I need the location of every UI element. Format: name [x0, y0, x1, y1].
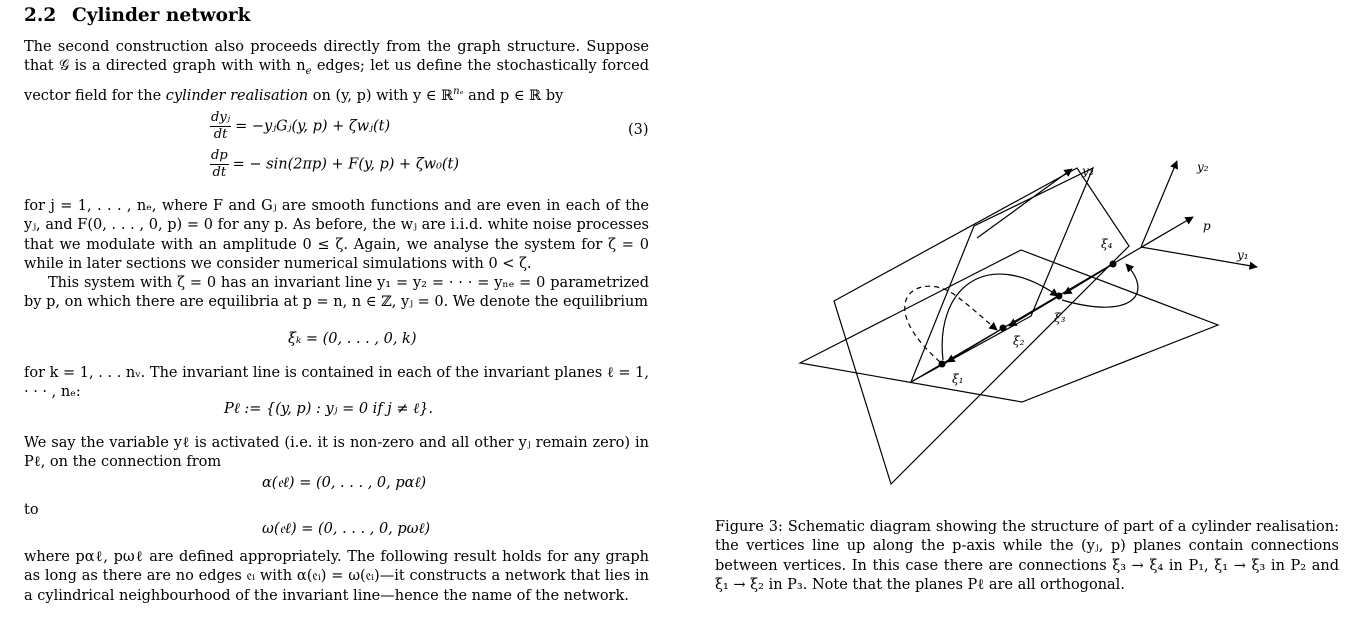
node-xi2 [1000, 325, 1007, 332]
label-y3: y₃ [1082, 164, 1094, 178]
paragraph-after-equation: for j = 1, . . . , nₑ, where F and Gⱼ are smooth functions and are even in each of the yⱼ, and F(0, . . . , 0, p) = 0 for any p. As before, the wⱼ are i.i.d. white noise processes that we modulate with an amplitude 0 ≤ ζ. Again, we analyse the system for ζ = 0 while in later sections we consider numerical simulations with 0 < ζ. [24, 198, 649, 273]
intro-text-2: edges; let us define the stochastically forced vector field for the [24, 58, 650, 104]
figure-schematic [800, 150, 1249, 490]
label-y2: y₂ [1197, 160, 1209, 174]
fraction-numerator: dyⱼ [211, 110, 231, 125]
fraction-numerator: dp [211, 148, 228, 163]
fraction-dp-dt [210, 148, 229, 181]
fraction-denominator: dt [212, 165, 227, 180]
node-xi1 [939, 361, 946, 368]
label-xi2: ξ₂ [1013, 334, 1025, 348]
equation-omega: ω(𝔢ℓ) = (0, . . . , 0, pωℓ) [262, 521, 431, 537]
section-number: 2.2 [24, 5, 57, 26]
intro-text-1: The second construction also proceeds directly from the graph structure. Suppose that 𝒢 is a directed graph with with n [24, 39, 649, 75]
axis-y3 [977, 169, 1072, 238]
connection-xi1-xi3 [942, 274, 1058, 360]
intro-paragraph [24, 38, 649, 106]
paragraph-to: to [24, 502, 39, 518]
paragraph-invariant-line: This system with ζ = 0 has an invariant line y₁ = y₂ = · · · = yₙₑ = 0 parametrized by p, on which there are equilibria at p = n, n ∈ ℤ, yⱼ = 0. We denote the equilibrium [24, 275, 649, 311]
node-xi3 [1056, 293, 1063, 300]
equation-rhs: = − sin(2πp) + F(y, p) + ζw₀(t) [232, 156, 460, 173]
equation-alpha: α(𝔢ℓ) = (0, . . . , 0, pαℓ) [262, 475, 427, 491]
intro-subscript: e [305, 66, 312, 78]
figure-caption: Figure 3: Schematic diagram showing the structure of part of a cylinder realisation: the vertices line up along the p-axis while the (yⱼ, p) planes contain connections between vertices. In this case there are connections ξ₃ → ξ₄ in P₁, ξ₁ → ξ₃ in P₂ and ξ₁ → ξ₂ in P₃. Note that the planes Pℓ are all orthogonal. [715, 519, 1339, 594]
intro-text-3: on (y, p) with y ∈ ℝ [308, 87, 454, 104]
label-xi1: ξ₁ [952, 372, 964, 386]
equation-xi-k: ξₖ = (0, . . . , 0, k) [288, 331, 417, 347]
paragraph-activated: We say the variable yℓ is activated (i.e. it is non-zero and all other yⱼ remain zero) in Pℓ, on the connection from [24, 435, 649, 471]
paragraph-for-k: for k = 1, . . . nᵥ. The invariant line is contained in each of the invariant planes ℓ = 1, · · · , nₑ: [24, 365, 649, 401]
equation-label: (3) [628, 122, 649, 138]
paragraph-where: where pαℓ, pωℓ are defined appropriately. The following result holds for any graph as long as there are no edges 𝔢ᵢ with α(𝔢ᵢ) = ω(𝔢ᵢ)—it constructs a network that lies in a cylindrical neighbourhood of the invariant line—hence the name of the network. [24, 549, 649, 604]
intro-superscript: nₑ [453, 85, 464, 97]
flow-xi2-xi1 [947, 330, 1000, 362]
label-p: p [1203, 219, 1211, 233]
label-xi3: ξ₃ [1054, 311, 1066, 325]
flow-xi3-xi2 [1009, 298, 1056, 326]
intro-emphasis: cylinder realisation [165, 87, 309, 104]
section-heading [24, 6, 250, 25]
section-title: Cylinder network [72, 5, 251, 26]
label-xi4: ξ₄ [1101, 237, 1113, 251]
node-xi4 [1110, 261, 1117, 268]
equation-dp [210, 148, 459, 181]
equation-dy [210, 110, 390, 143]
fraction-dy-dt [210, 110, 231, 143]
label-y1: y₁ [1237, 248, 1249, 262]
equation-rhs: = −yⱼGⱼ(y, p) + ζwⱼ(t) [235, 118, 391, 135]
equation-plane: Pℓ := {(y, p) : yⱼ = 0 if j ≠ ℓ}. [224, 401, 434, 417]
plane-tilted-left [834, 168, 1129, 484]
axis-y2 [1141, 161, 1177, 247]
fraction-denominator: dt [213, 127, 228, 142]
flow-xi4-xi3 [1064, 266, 1110, 294]
cylinder-diagram [800, 150, 1249, 490]
plane-vertical [911, 168, 1093, 382]
intro-text-4: and p ∈ ℝ by [463, 87, 564, 104]
connection-xi1-xi2-dashed [905, 286, 997, 362]
